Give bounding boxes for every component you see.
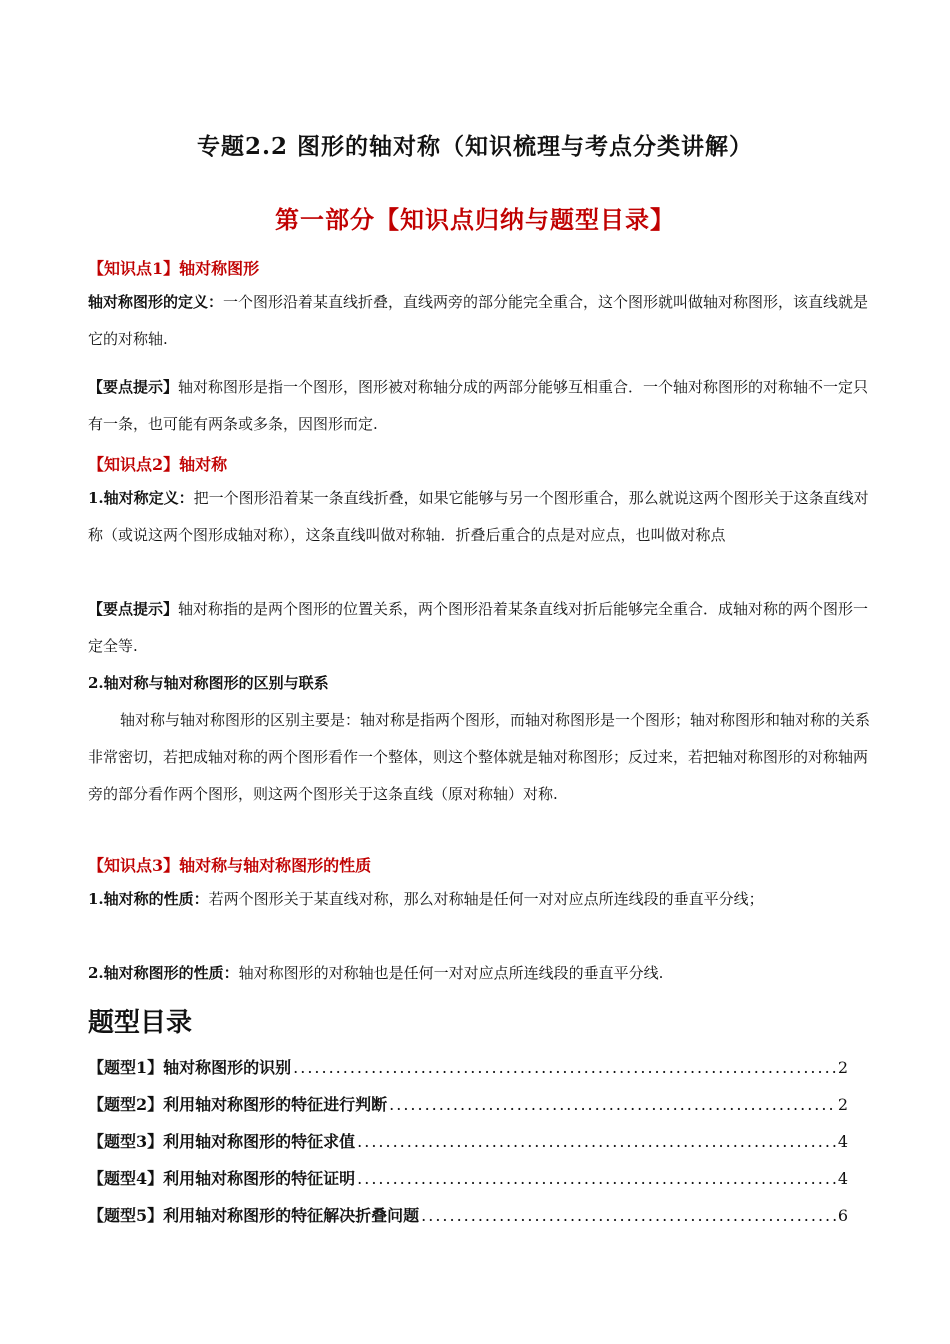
kp2-definition-label: 1.轴对称定义： (88, 489, 194, 507)
toc-item-page: 2 (837, 1095, 848, 1114)
kp2-tip (88, 591, 878, 665)
kp2-definition (88, 480, 878, 554)
toc-item-label: 【题型2】利用轴对称图形的特征进行判断 (88, 1095, 388, 1114)
toc-item-label: 【题型3】利用轴对称图形的特征求值 (88, 1132, 356, 1151)
toc-item[interactable] (88, 1055, 848, 1092)
kp2-tip-text: 轴对称指的是两个图形的位置关系，两个图形沿着某条直线对折后能够完全重合．成轴对称的两个图形一定全等. (88, 600, 869, 655)
kp3-property-2-label: 2.轴对称图形的性质： (88, 964, 239, 982)
toc-item-page: 4 (837, 1169, 848, 1188)
kp1-tip-label: 【要点提示】 (88, 378, 179, 396)
toc-item[interactable] (88, 1129, 848, 1166)
kp2-subheading: 2.轴对称与轴对称图形的区别与联系 (88, 674, 329, 692)
toc-item[interactable] (88, 1166, 848, 1203)
kp1-tip-text: 轴对称图形是指一个图形，图形被对称轴分成的两部分能够互相重合．一个轴对称图形的对称轴不一定只有一条，也可能有两条或多条，因图形而定. (88, 378, 869, 433)
page-title: 专题2.2 图形的轴对称（知识梳理与考点分类讲解） (196, 133, 754, 160)
kp3-property-2-text: 轴对称图形的对称轴也是任何一对对应点所连线段的垂直平分线. (238, 964, 664, 982)
kp1-definition-text: 一个图形沿着某直线折叠，直线两旁的部分能完全重合，这个图形就叫做轴对称图形，该直线就是它的对称轴. (88, 293, 869, 348)
kp2-definition-text: 把一个图形沿着某一条直线折叠，如果它能够与另一个图形重合，那么就说这两个图形关于这条直线对称（或说这两个图形成轴对称），这条直线叫做对称轴．折叠后重合的点是对应点，也叫做对称点 (88, 489, 869, 544)
kp1-tip (88, 369, 878, 443)
kp3-property-2 (88, 955, 878, 992)
kp3-property-1-text: 若两个图形关于某直线对称，那么对称轴是任何一对对应点所连线段的垂直平分线； (208, 890, 764, 908)
toc-item-page: 4 (837, 1132, 848, 1151)
kp1-definition-label: 轴对称图形的定义： (88, 293, 224, 311)
toc-item-label: 【题型1】轴对称图形的识别 (88, 1058, 292, 1077)
toc-list (88, 1055, 848, 1240)
kp1-heading: 【知识点1】轴对称图形 (88, 259, 260, 278)
toc-title: 题型目录 (88, 1008, 193, 1038)
toc-item[interactable] (88, 1092, 848, 1129)
kp3-heading: 【知识点3】轴对称与轴对称图形的性质 (88, 856, 372, 875)
part-heading: 第一部分【知识点归纳与题型目录】 (275, 205, 675, 234)
toc-item-label: 【题型4】利用轴对称图形的特征证明 (88, 1169, 356, 1188)
kp1-definition (88, 284, 878, 358)
kp2-subtext: 轴对称与轴对称图形的区别主要是：轴对称是指两个图形，而轴对称图形是一个图形；轴对称图形和轴对称的关系非常密切，若把成轴对称的两个图形看作一个整体，则这个整体就是轴对称图形；反过来，若把轴对称图形的对称轴两旁的部分看作两个图形，则这两个图形关于这条直线（原对称轴）对称. (88, 711, 871, 803)
kp2-tip-label: 【要点提示】 (88, 600, 179, 618)
kp3-property-1 (88, 881, 878, 918)
toc-item-label: 【题型5】利用轴对称图形的特征解决折叠问题 (88, 1206, 420, 1225)
toc-item-page: 6 (837, 1206, 848, 1225)
kp2-heading: 【知识点2】轴对称 (88, 455, 228, 474)
kp3-property-1-label: 1.轴对称的性质： (88, 890, 209, 908)
toc-item[interactable] (88, 1203, 848, 1240)
toc-item-page: 2 (837, 1058, 848, 1077)
